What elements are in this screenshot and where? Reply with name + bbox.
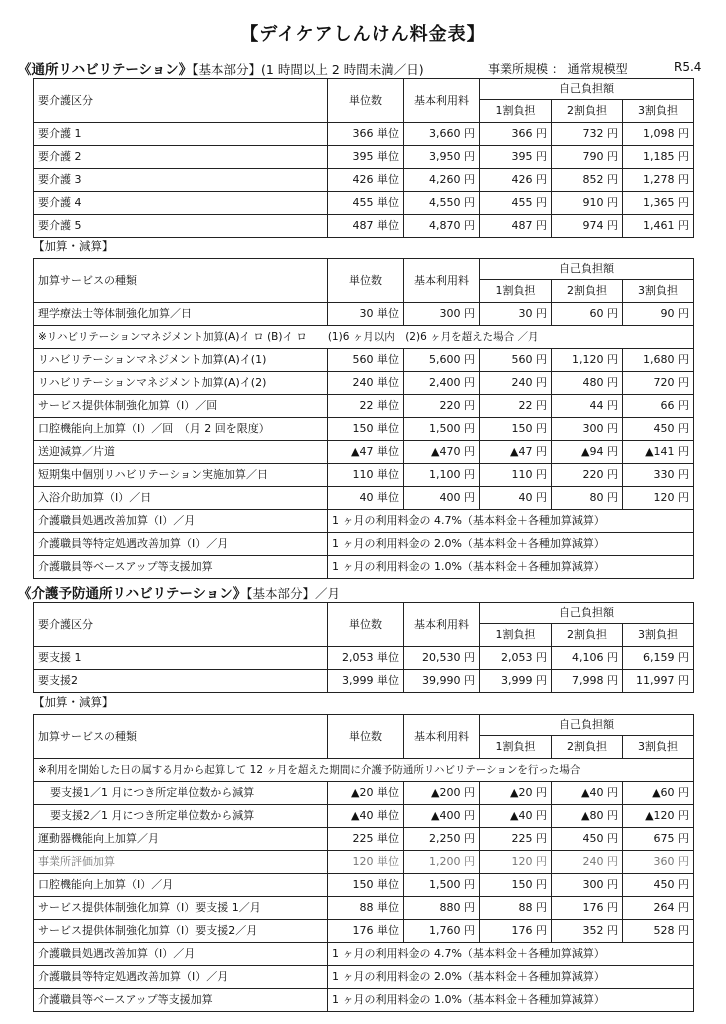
row-units: 560 単位 — [328, 349, 404, 372]
table-row — [34, 169, 694, 192]
table-row — [34, 533, 694, 556]
col-header-units: 単位数 — [328, 259, 404, 303]
table-row — [34, 487, 694, 510]
section2-heading — [18, 582, 340, 602]
col-header-r2: 2割負担 — [552, 100, 623, 123]
row-r2: 220 円 — [552, 464, 623, 487]
table-row — [34, 215, 694, 238]
table-row — [34, 782, 694, 805]
table-row — [34, 874, 694, 897]
table-row — [34, 303, 694, 326]
row-units: 225 単位 — [328, 828, 404, 851]
row-r1: 560 円 — [480, 349, 552, 372]
table-row — [34, 441, 694, 464]
row-r1: 22 円 — [480, 395, 552, 418]
row-r3: ▲60 円 — [623, 782, 694, 805]
col-header-r3: 3割負担 — [623, 736, 694, 759]
row-units: 487 単位 — [328, 215, 404, 238]
section1-addons-label: 【加算・減算】 — [33, 239, 114, 253]
row-name: 要支援1／1 月につき所定単位数から減算 — [34, 782, 328, 805]
row-fee: 39,990 円 — [404, 670, 480, 693]
col-header-r2: 2割負担 — [552, 624, 623, 647]
row-r3: 264 円 — [623, 897, 694, 920]
row-r1: 110 円 — [480, 464, 552, 487]
row-r1: 120 円 — [480, 851, 552, 874]
row-fee: 300 円 — [404, 303, 480, 326]
facility-size: 事業所規模 ： 通常規模型 — [488, 62, 628, 76]
row-name: 要介護 4 — [34, 192, 328, 215]
row-r3: 528 円 — [623, 920, 694, 943]
row-units: 150 単位 — [328, 418, 404, 441]
col-header-units: 単位数 — [328, 603, 404, 647]
row-name: 運動器機能向上加算／月 — [34, 828, 328, 851]
row-r2: 790 円 — [552, 146, 623, 169]
row-units: 455 単位 — [328, 192, 404, 215]
note-row — [34, 759, 694, 782]
col-header-r3: 3割負担 — [623, 280, 694, 303]
row-r3: ▲141 円 — [623, 441, 694, 464]
row-r3: 11,997 円 — [623, 670, 694, 693]
row-units: 120 単位 — [328, 851, 404, 874]
row-r3: ▲120 円 — [623, 805, 694, 828]
table-row — [34, 146, 694, 169]
col-header-r1: 1割負担 — [480, 280, 552, 303]
row-fee: 5,600 円 — [404, 349, 480, 372]
col-header-fee: 基本利用料 — [404, 79, 480, 123]
section1-subtitle: 【基本部分】(1 時間以上 2 時間未満／日) — [192, 62, 424, 77]
row-name: 入浴介助加算（Ⅰ）／日 — [34, 487, 328, 510]
row-units: 240 単位 — [328, 372, 404, 395]
col-header-r1: 1割負担 — [480, 736, 552, 759]
col-header-copay: 自己負担額 — [480, 603, 694, 624]
version-label: R5.4 — [674, 60, 702, 74]
row-r3: 1,278 円 — [623, 169, 694, 192]
row-r3: 1,680 円 — [623, 349, 694, 372]
row-name: 要介護 1 — [34, 123, 328, 146]
table-row — [34, 418, 694, 441]
row-r3: 675 円 — [623, 828, 694, 851]
row-r2: 910 円 — [552, 192, 623, 215]
row-r3: 360 円 — [623, 851, 694, 874]
row-fee: 1,760 円 — [404, 920, 480, 943]
section1-title: 《通所リハビリテーション》 — [18, 62, 193, 78]
note-text: ※リハビリテーションマネジメント加算(A)イ ロ (B)イ ロ (1)6 ヶ月以内 (2)6 ヶ月を超えた場合 ／月 — [34, 326, 694, 349]
row-r1: 150 円 — [480, 418, 552, 441]
row-r1: 426 円 — [480, 169, 552, 192]
col-header-copay: 自己負担額 — [480, 79, 694, 100]
row-r2: 480 円 — [552, 372, 623, 395]
row-name: サービス提供体制強化加算（Ⅰ）／回 — [34, 395, 328, 418]
row-r1: ▲40 円 — [480, 805, 552, 828]
col-header-fee: 基本利用料 — [404, 259, 480, 303]
row-percent-text: 1 ヶ月の利用料金の 4.7%（基本料金＋各種加算減算） — [328, 510, 694, 533]
table-row — [34, 897, 694, 920]
table-row — [34, 828, 694, 851]
row-percent-text: 1 ヶ月の利用料金の 4.7%（基本料金＋各種加算減算） — [328, 943, 694, 966]
note-row — [34, 326, 694, 349]
row-fee: 3,950 円 — [404, 146, 480, 169]
table-row — [34, 192, 694, 215]
row-r3: 1,185 円 — [623, 146, 694, 169]
col-header-r3: 3割負担 — [623, 100, 694, 123]
row-name: 介護職員等ベースアップ等支援加算 — [34, 989, 328, 1012]
row-r1: ▲47 円 — [480, 441, 552, 464]
section2-title: 《介護予防通所リハビリテーション》 — [18, 586, 247, 602]
table-row — [34, 556, 694, 579]
row-r1: 395 円 — [480, 146, 552, 169]
row-name: 口腔機能向上加算（Ⅰ）／回 （月 2 回を限度） — [34, 418, 328, 441]
row-fee: 1,500 円 — [404, 874, 480, 897]
row-fee: 3,660 円 — [404, 123, 480, 146]
table-row — [34, 123, 694, 146]
col-header-r2: 2割負担 — [552, 736, 623, 759]
row-fee: 1,100 円 — [404, 464, 480, 487]
row-name: 介護職員等特定処遇改善加算（Ⅰ）／月 — [34, 533, 328, 556]
row-units: 176 単位 — [328, 920, 404, 943]
section2-addons-label: 【加算・減算】 — [33, 695, 114, 709]
row-r3: 330 円 — [623, 464, 694, 487]
table-row — [34, 372, 694, 395]
row-r2: 450 円 — [552, 828, 623, 851]
row-r2: 60 円 — [552, 303, 623, 326]
row-fee: 4,870 円 — [404, 215, 480, 238]
note-text: ※利用を開始した日の属する月から起算して 12 ヶ月を超えた期間に介護予防通所リハビリテーションを行った場合 — [34, 759, 694, 782]
row-r1: 455 円 — [480, 192, 552, 215]
row-fee: 4,550 円 — [404, 192, 480, 215]
row-name: 介護職員等特定処遇改善加算（Ⅰ）／月 — [34, 966, 328, 989]
section2-basic-table — [33, 602, 694, 693]
table-row — [34, 851, 694, 874]
row-r1: 88 円 — [480, 897, 552, 920]
row-fee: ▲470 円 — [404, 441, 480, 464]
row-units: 426 単位 — [328, 169, 404, 192]
row-r1: 487 円 — [480, 215, 552, 238]
row-units: ▲20 単位 — [328, 782, 404, 805]
row-fee: 20,530 円 — [404, 647, 480, 670]
table-row — [34, 464, 694, 487]
row-r3: 6,159 円 — [623, 647, 694, 670]
row-r1: 30 円 — [480, 303, 552, 326]
section2-addons-table — [33, 714, 694, 1012]
row-r3: 1,461 円 — [623, 215, 694, 238]
row-name: 口腔機能向上加算（Ⅰ）／月 — [34, 874, 328, 897]
row-name: リハビリテーションマネジメント加算(A)イ(1) — [34, 349, 328, 372]
row-name: 要支援 1 — [34, 647, 328, 670]
row-units: 88 単位 — [328, 897, 404, 920]
table-row — [34, 647, 694, 670]
col-header-fee: 基本利用料 — [404, 603, 480, 647]
section2-subtitle: 【基本部分】／月 — [246, 586, 341, 601]
col-header-fee: 基本利用料 — [404, 715, 480, 759]
row-name: 介護職員処遇改善加算（Ⅰ）／月 — [34, 943, 328, 966]
row-r2: 352 円 — [552, 920, 623, 943]
row-units: ▲40 単位 — [328, 805, 404, 828]
table-header-row — [34, 715, 694, 736]
row-r2: 732 円 — [552, 123, 623, 146]
row-r2: 300 円 — [552, 418, 623, 441]
row-name: 短期集中個別リハビリテーション実施加算／日 — [34, 464, 328, 487]
table-row — [34, 395, 694, 418]
row-r3: 450 円 — [623, 418, 694, 441]
row-fee: 2,400 円 — [404, 372, 480, 395]
row-name: 介護職員等ベースアップ等支援加算 — [34, 556, 328, 579]
row-r2: 300 円 — [552, 874, 623, 897]
row-name: 要支援2 — [34, 670, 328, 693]
row-units: 40 単位 — [328, 487, 404, 510]
row-r3: 90 円 — [623, 303, 694, 326]
section1-basic-table — [33, 78, 694, 238]
row-fee: 400 円 — [404, 487, 480, 510]
row-r3: 720 円 — [623, 372, 694, 395]
row-fee: 2,250 円 — [404, 828, 480, 851]
col-header-copay: 自己負担額 — [480, 715, 694, 736]
row-fee: 880 円 — [404, 897, 480, 920]
row-r2: 974 円 — [552, 215, 623, 238]
row-name: 要介護 2 — [34, 146, 328, 169]
row-r1: 225 円 — [480, 828, 552, 851]
table-row — [34, 349, 694, 372]
row-percent-text: 1 ヶ月の利用料金の 2.0%（基本料金＋各種加算減算） — [328, 533, 694, 556]
row-r1: 40 円 — [480, 487, 552, 510]
table-row — [34, 989, 694, 1012]
row-name: 理学療法士等体制強化加算／日 — [34, 303, 328, 326]
col-header-r2: 2割負担 — [552, 280, 623, 303]
table-row — [34, 510, 694, 533]
row-units: 366 単位 — [328, 123, 404, 146]
col-header-units: 単位数 — [328, 715, 404, 759]
row-units: 395 単位 — [328, 146, 404, 169]
row-r2: 176 円 — [552, 897, 623, 920]
col-header-r1: 1割負担 — [480, 624, 552, 647]
row-name: 要介護 5 — [34, 215, 328, 238]
table-row — [34, 670, 694, 693]
row-fee: ▲400 円 — [404, 805, 480, 828]
row-r2: 7,998 円 — [552, 670, 623, 693]
row-fee: 1,500 円 — [404, 418, 480, 441]
row-r2: 44 円 — [552, 395, 623, 418]
row-r1: 3,999 円 — [480, 670, 552, 693]
row-r1: 366 円 — [480, 123, 552, 146]
row-r2: 80 円 — [552, 487, 623, 510]
col-header-type: 加算サービスの種類 — [34, 715, 328, 759]
row-r1: 176 円 — [480, 920, 552, 943]
page-title: 【デイケアしんけん料金表】 — [240, 24, 486, 45]
row-r2: 240 円 — [552, 851, 623, 874]
row-percent-text: 1 ヶ月の利用料金の 1.0%（基本料金＋各種加算減算） — [328, 989, 694, 1012]
table-header-row — [34, 259, 694, 280]
row-units: 22 単位 — [328, 395, 404, 418]
col-header-r3: 3割負担 — [623, 624, 694, 647]
row-units: 110 単位 — [328, 464, 404, 487]
table-row — [34, 805, 694, 828]
table-row — [34, 966, 694, 989]
row-percent-text: 1 ヶ月の利用料金の 2.0%（基本料金＋各種加算減算） — [328, 966, 694, 989]
row-units: 150 単位 — [328, 874, 404, 897]
row-name: 送迎減算／片道 — [34, 441, 328, 464]
row-units: ▲47 単位 — [328, 441, 404, 464]
row-percent-text: 1 ヶ月の利用料金の 1.0%（基本料金＋各種加算減算） — [328, 556, 694, 579]
row-r1: 2,053 円 — [480, 647, 552, 670]
col-header-r1: 1割負担 — [480, 100, 552, 123]
section1-addons-table — [33, 258, 694, 579]
row-fee: ▲200 円 — [404, 782, 480, 805]
row-r3: 450 円 — [623, 874, 694, 897]
table-row — [34, 920, 694, 943]
col-header-care-level: 要介護区分 — [34, 79, 328, 123]
row-name: 介護職員処遇改善加算（Ⅰ）／月 — [34, 510, 328, 533]
row-name: サービス提供体制強化加算（Ⅰ）要支援 1／月 — [34, 897, 328, 920]
table-row — [34, 943, 694, 966]
section1-heading — [18, 58, 424, 78]
row-units: 2,053 単位 — [328, 647, 404, 670]
row-r2: 852 円 — [552, 169, 623, 192]
row-name: 要介護 3 — [34, 169, 328, 192]
row-fee: 1,200 円 — [404, 851, 480, 874]
row-r2: 4,106 円 — [552, 647, 623, 670]
col-header-copay: 自己負担額 — [480, 259, 694, 280]
col-header-units: 単位数 — [328, 79, 404, 123]
row-r3: 66 円 — [623, 395, 694, 418]
row-r1: 150 円 — [480, 874, 552, 897]
row-r2: ▲94 円 — [552, 441, 623, 464]
row-r2: ▲80 円 — [552, 805, 623, 828]
row-r1: 240 円 — [480, 372, 552, 395]
row-r2: 1,120 円 — [552, 349, 623, 372]
row-name: 要支援2／1 月につき所定単位数から減算 — [34, 805, 328, 828]
col-header-care-level: 要介護区分 — [34, 603, 328, 647]
row-units: 30 単位 — [328, 303, 404, 326]
row-r3: 1,098 円 — [623, 123, 694, 146]
row-r3: 1,365 円 — [623, 192, 694, 215]
row-fee: 220 円 — [404, 395, 480, 418]
row-r2: ▲40 円 — [552, 782, 623, 805]
row-name: サービス提供体制強化加算（Ⅰ）要支援2／月 — [34, 920, 328, 943]
row-r1: ▲20 円 — [480, 782, 552, 805]
row-fee: 4,260 円 — [404, 169, 480, 192]
row-units: 3,999 単位 — [328, 670, 404, 693]
row-name: 事業所評価加算 — [34, 851, 328, 874]
col-header-type: 加算サービスの種類 — [34, 259, 328, 303]
row-r3: 120 円 — [623, 487, 694, 510]
row-name: リハビリテーションマネジメント加算(A)イ(2) — [34, 372, 328, 395]
table-header-row — [34, 603, 694, 624]
table-header-row — [34, 79, 694, 100]
